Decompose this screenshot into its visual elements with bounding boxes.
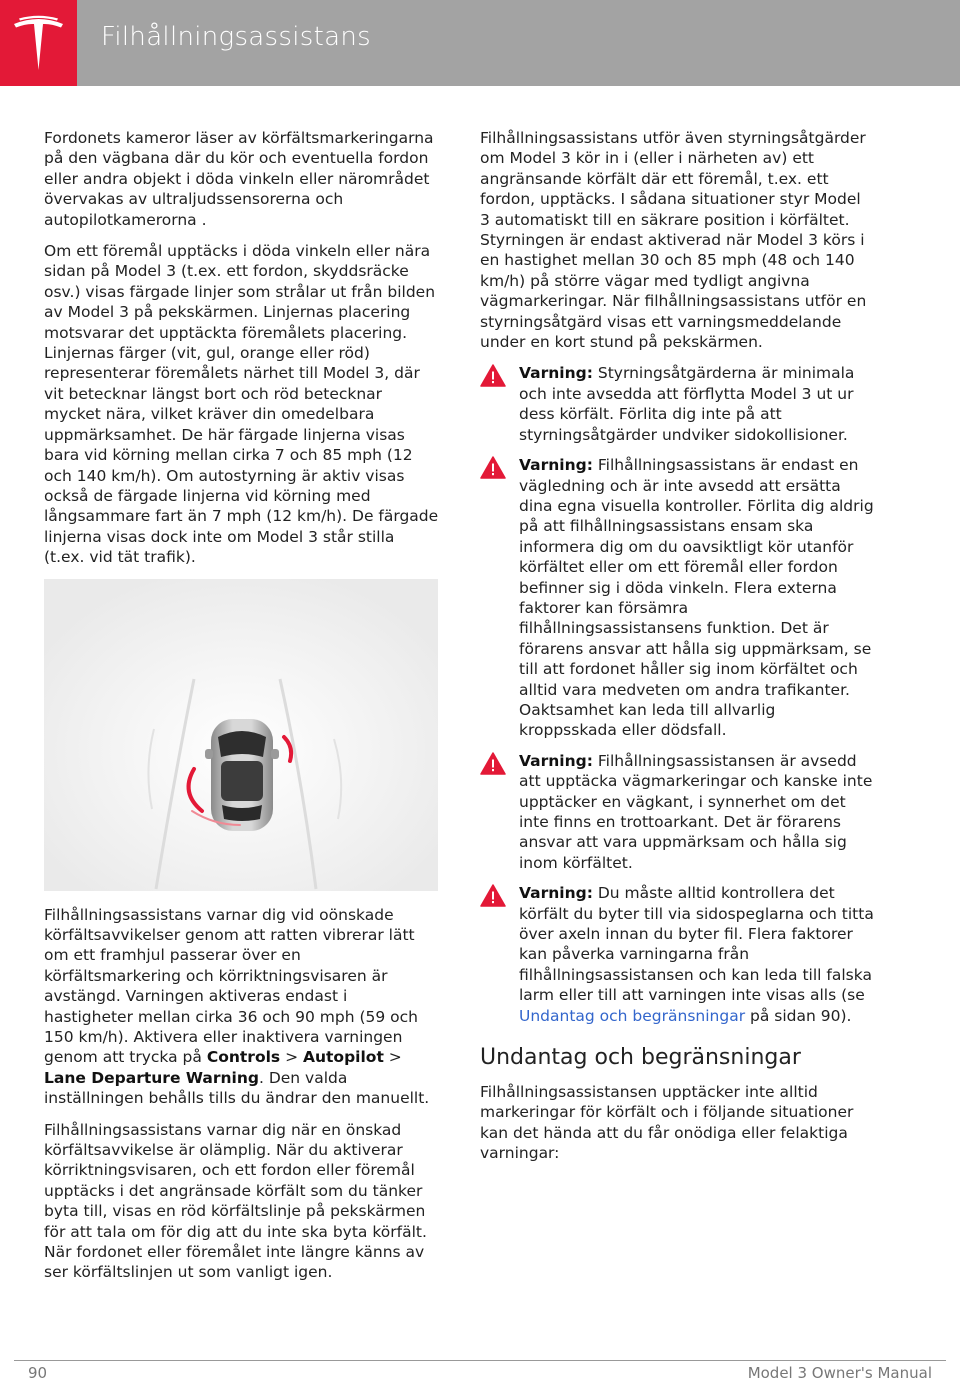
tesla-logo (0, 0, 77, 86)
paragraph: Filhållningsassistansen upptäcker inte alltid markeringar för körfält och i följande situationer kan det hända att du får onödiga eller felaktiga varningar: (480, 1083, 854, 1163)
warning-label: Varning: (519, 456, 593, 475)
warning-block (480, 751, 875, 873)
section-heading: Undantag och begränsningar (480, 1045, 801, 1071)
page-header (0, 0, 960, 86)
cross-reference-link[interactable]: Undantag och begränsningar (519, 1006, 746, 1025)
paragraph: Om ett föremål upptäcks i döda vinkeln eller nära sidan på Model 3 (t.ex. ett fordon, skyddsräcke osv.) visas färgade linjer som strålar ut från bilden av Model 3 på pekskärmen. Linjernas placering motsvarar det upptäckta föremålets placering. Linjernas färger (vit, gul, orange eller röd) representerar föremålets närhet till Model 3, där vit betecknar längst bort och röd betecknar mycket nära, vilket kräver din omedelbara uppmärksamhet. De här färgade linjerna visas bara vid körning mellan cirka 7 och 85 mph (12 och 140 km/h). Om autostyrning är aktiv visas också de färgade linjerna vid körning med långsammare fart än 7 mph (12 km/h). De färgade linjerna visas dock inte om Model 3 står stilla (t.ex. vid tät trafik). (44, 242, 439, 567)
ui-path-controls: Controls (206, 1048, 281, 1067)
warning-icon (480, 752, 506, 775)
warning-text: Du måste alltid kontrollera det körfält du byter till via sidospeglarna och titta över axeln innan du byter fil. Flera faktorer kan påverka varningarna från filhållningsassistansen och kan leda till falska larm eller till att varningen inte visas alls (se (519, 884, 874, 1005)
paragraph: Filhållningsassistans varnar dig när en önskad körfältsavvikelse är olämplig. När du aktiverar körriktningsvisaren, och ett fordon eller föremål upptäcks i det angränsade körfält som du tänker byta till, visas en röd körfältslinje på pekskärmen för att tala om för dig att du inte ska byta körfält. När fordonet eller föremålet inte längre känns av ser körfältslinjen ut som vanligt igen. (44, 1120, 427, 1282)
right-column (480, 128, 875, 1175)
warning-label: Varning: (519, 751, 593, 770)
warning-block (480, 883, 875, 1026)
warning-text: på sidan 90). (745, 1006, 852, 1025)
page-number: 90 (28, 1364, 48, 1382)
warning-icon (480, 456, 506, 479)
warning-text: Filhållningsassistans är endast en vägledning och är inte avsedd att ersätta dina egna visuella kontroller. Förlita dig aldrig på att filhållningsassistans ensam ska informera dig om du oavsiktligt kör utanför körfältet eller om ett föremål eller fordon befinner sig i döda vinkeln. Flera externa faktorer kan försämra filhållningsassistansens funktion. Det är förarens ansvar att hålla sig uppmärksam, se till att fordonet håller sig inom körfältet och alltid vara medveten om andra trafikanter. Oaktsamhet kan leda till allvarlig kroppsskada eller dödsfall. (519, 456, 874, 740)
tesla-logo-icon (11, 14, 66, 72)
paragraph: Filhållningsassistans varnar dig vid oönskade körfältsavvikelser genom att ratten vibrerar lätt om ett framhjul passerar över en körfältsmarkering och körriktningsvisaren är avstängd. Varningen aktiveras endast i hastigheter mellan cirka 36 och 90 mph (59 och 150 km/h). Aktivera eller inaktivera varningen genom att trycka på Controls > Autopilot > Lane Departure Warning. Den valda inställningen behålls tills du ändrar den manuellt. (44, 905, 430, 1108)
warning-block (480, 363, 875, 445)
ui-path-lane-departure-warning: Lane Departure Warning (44, 1068, 259, 1087)
page-title: Filhållningsassistans (101, 22, 371, 52)
warning-label: Varning: (519, 884, 593, 903)
warning-block (480, 455, 875, 741)
paragraph: Filhållningsassistans utför även styrningsåtgärder om Model 3 kör in i (eller i närheten av) ett angränsande körfält där ett föremål, t.ex. ett fordon, upptäcks. I sådana situationer styr Model 3 automatiskt till en säkrare position i körfältet. Styrningen är endast aktiverad när Model 3 körs i en hastighet mellan 30 och 85 mph (48 och 140 km/h) på större vägar med tydligt angivna vägmarkeringar. När filhållningsassistans utför en styrningsåtgärd visas ett varningsmeddelande under en kort stund på pekskärmen. (480, 129, 867, 352)
warning-icon (480, 364, 506, 387)
ui-path-autopilot: Autopilot (302, 1048, 384, 1067)
warning-icon (480, 884, 506, 907)
paragraph: Fordonets kameror läser av körfältsmarkeringarna på den vägbana där du kör och eventuella fordon eller andra objekt i döda vinkeln eller närområdet övervakas av ultraljudssensorerna och autopilotkamerorna . (44, 129, 434, 229)
warning-label: Varning: (519, 364, 593, 383)
car-icon (205, 719, 279, 831)
manual-title: Model 3 Owner's Manual (747, 1364, 932, 1382)
warning-text: Styrningsåtgärderna är minimala och inte avsedda att förflytta Model 3 ut ur dess körfält. Förlita dig inte på att styrningsåtgärder undviker sidokollisioner. (519, 364, 855, 444)
blind-spot-illustration (44, 579, 438, 891)
warning-text: Filhållningsassistansen är avsedd att upptäcka vägmarkeringar och kanske inte upptäcker en vägkant, i synnerhet om det inte finns en trottoarkant. Det är förarens ansvar att vara uppmärksam och hålla sig inom körfältet. (519, 751, 873, 872)
footer-divider (14, 1360, 946, 1361)
left-column (44, 128, 439, 1294)
